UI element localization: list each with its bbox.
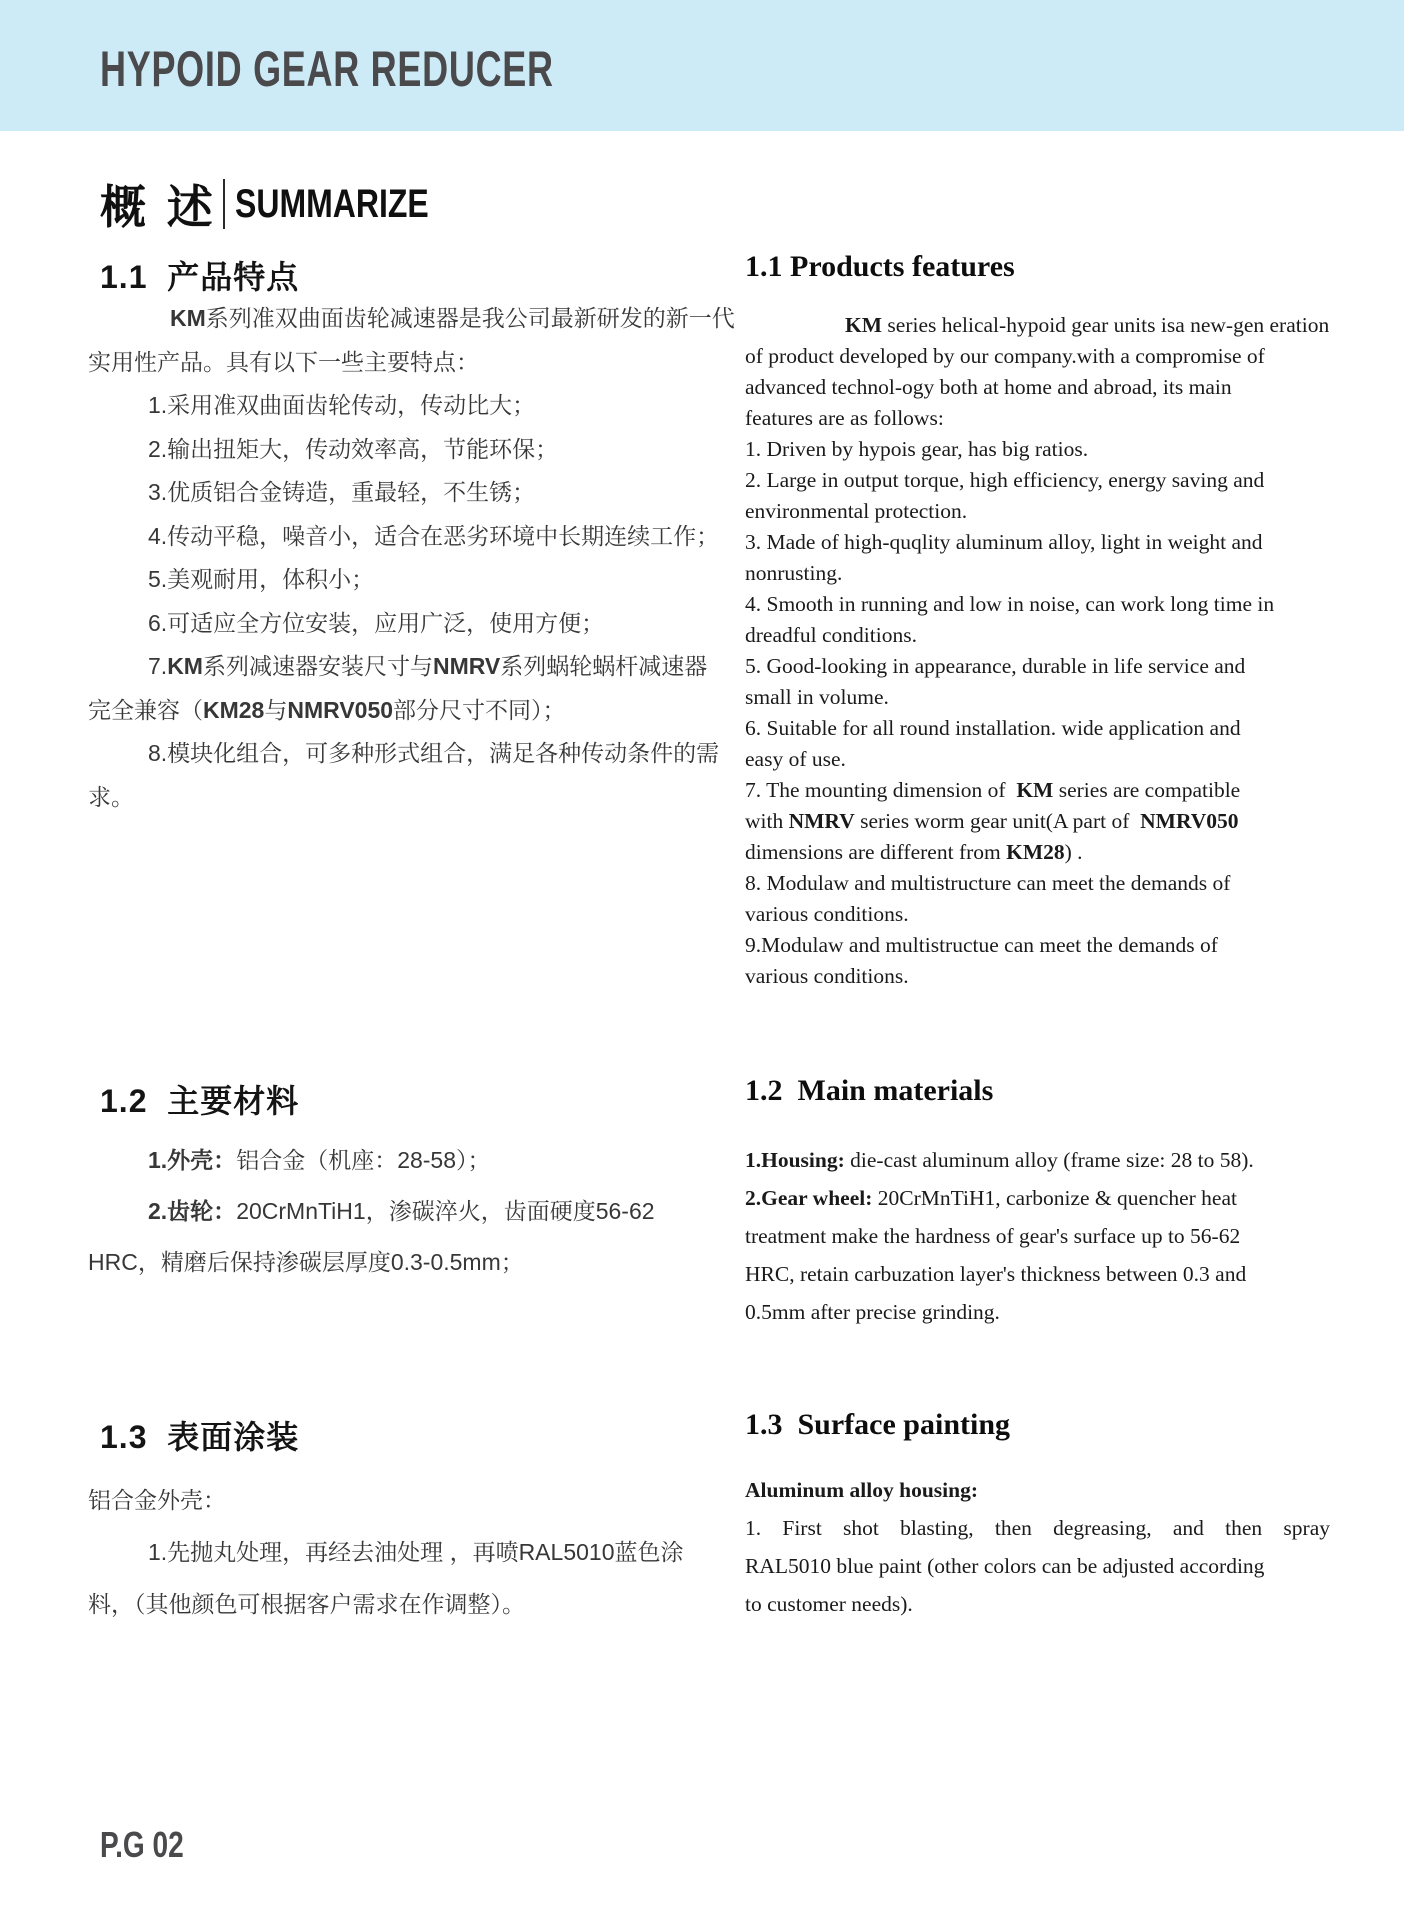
text-line: 1.先抛丸处理，再经去油处理 ，再喷RAL5010蓝色涂 <box>148 1539 684 1565</box>
text-line: 0.5mm after precise grinding. <box>745 1300 1000 1324</box>
text-line: HRC, retain carbuzation layer's thickness between 0.3 and <box>745 1262 1247 1286</box>
bold-run: Aluminum alloy housing: <box>745 1478 978 1502</box>
bold-run: 2.Gear wheel: <box>745 1186 873 1210</box>
text-line: 铝合金外壳： <box>88 1487 226 1513</box>
text-line: 实用性产品。具有以下一些主要特点： <box>88 348 479 375</box>
text-line: environmental protection. <box>745 499 968 523</box>
section-1-2-en-heading: 1.2 Main materials <box>745 1074 994 1107</box>
header-title: HYPOID GEAR REDUCER <box>100 41 554 97</box>
overview-title <box>100 176 477 232</box>
text-line: KM series helical-hypoid gear units isa new-gen eration <box>845 313 1330 337</box>
section-1-2-cn-heading: 1.2 主要材料 <box>100 1083 300 1119</box>
feature-item: 3.优质铝合金铸造，重最轻，不生锈； <box>148 479 536 505</box>
bold-run: 1.Housing: <box>745 1148 845 1172</box>
bold-run: NMRV <box>432 653 501 679</box>
feature-item: 5. Good-looking in appearance, durable in life service and <box>745 654 1246 678</box>
bold-run: 2.齿轮： <box>148 1198 237 1224</box>
bold-run: NMRV050 <box>1140 809 1239 833</box>
bold-run: KM <box>170 305 206 331</box>
text-line: various conditions. <box>745 964 909 988</box>
text-line: dreadful conditions. <box>745 623 917 647</box>
section-1-3-cn-heading: 1.3 表面涂装 <box>100 1419 300 1455</box>
text-line: nonrusting. <box>745 561 843 585</box>
text-line: 1.外壳：铝合金（机座：28-58）； <box>148 1147 491 1173</box>
section-1-3-cn-body <box>88 1474 728 1630</box>
text-line: 2.齿轮：20CrMnTiH1，渗碳淬火，齿面硬度56-62 <box>148 1198 655 1224</box>
feature-item: 8. Modulaw and multistructure can meet the demands of <box>745 871 1231 895</box>
feature-item: 4.传动平稳，噪音小，适合在恶劣环境中长期连续工作； <box>148 522 720 549</box>
text-line: 完全兼容（KM28与NMRV050部分尺寸不同）； <box>88 696 566 723</box>
text-line: various conditions. <box>745 902 909 926</box>
feature-item: 4. Smooth in running and low in noise, can work long time in <box>745 592 1275 616</box>
text-line: features are as follows: <box>745 406 944 430</box>
text-line: of product developed by our company.with a compromise of <box>745 344 1265 368</box>
feature-item: 2.输出扭矩大，传动效率高，节能环保； <box>148 435 559 462</box>
overview-title-en: SUMMARIZE <box>234 181 429 226</box>
text-line: 料，（其他颜色可根据客户需求在作调整）。 <box>88 1591 525 1617</box>
text-line: KM系列准双曲面齿轮减速器是我公司最新研发的新一代 <box>170 305 735 331</box>
section-1-1-cn-heading: 1.1 产品特点 <box>100 259 300 295</box>
feature-item: 3. Made of high-quqlity aluminum alloy, light in weight and <box>745 530 1263 554</box>
bold-run: KM <box>167 653 203 679</box>
feature-item: 8.模块化组合，可多种形式组合，满足各种传动条件的需 <box>148 740 720 766</box>
overview-divider <box>223 179 225 229</box>
text-line: 1. First shot blasting, then degreasing, and then spray <box>745 1516 1330 1540</box>
text-line: advanced technol-ogy both at home and abroad, its main <box>745 375 1232 399</box>
bold-run: KM <box>1016 778 1054 802</box>
feature-item: 7. The mounting dimension of KM series are compatible <box>745 778 1241 802</box>
feature-item: 1. Driven by hypois gear, has big ratios. <box>745 437 1089 461</box>
text-line: treatment make the hardness of gear's surface up to 56-62 <box>745 1224 1241 1248</box>
section-1-1-en-body <box>745 310 1330 992</box>
feature-item: 9.Modulaw and multistructue can meet the demands of <box>745 933 1218 957</box>
bold-run: KM28 <box>203 696 265 723</box>
section-1-3-en-body <box>745 1471 1330 1623</box>
page-number: P.G 02 <box>100 1824 184 1865</box>
bold-run: 1.外壳： <box>148 1147 237 1173</box>
text-line: to customer needs). <box>745 1592 913 1616</box>
text-line: small in volume. <box>745 685 889 709</box>
feature-item: 5.美观耐用，体积小； <box>148 566 375 592</box>
bold-run: KM28 <box>1006 840 1065 864</box>
feature-item: 2. Large in output torque, high efficiency, energy saving and <box>745 468 1265 492</box>
text-line: HRC，精磨后保持渗碳层厚度0.3-0.5mm； <box>88 1249 524 1275</box>
bold-run: NMRV050 <box>287 696 394 723</box>
feature-item: 6.可适应全方位安装，应用广泛，使用方便； <box>148 609 605 636</box>
bold-run: NMRV <box>788 809 855 833</box>
section-1-2-cn-body <box>88 1135 728 1288</box>
feature-item: 7.KM系列减速器安装尺寸与NMRV系列蜗轮蜗杆减速器 <box>148 653 708 679</box>
text-line: easy of use. <box>745 747 846 771</box>
text-line: with NMRV series worm gear unit(A part of NMRV050 <box>745 809 1239 833</box>
section-1-2-en-body <box>745 1141 1330 1331</box>
text-line: dimensions are different from KM28) . <box>745 840 1083 864</box>
text-line: 1.Housing: die-cast aluminum alloy (frame size: 28 to 58). <box>745 1148 1254 1172</box>
text-line: 2.Gear wheel: 20CrMnTiH1, carbonize & quencher heat <box>745 1186 1237 1210</box>
text-line: RAL5010 blue paint (other colors can be adjusted according <box>745 1554 1265 1578</box>
section-1-3-en-heading: 1.3 Surface painting <box>745 1408 1011 1441</box>
feature-item: 1.采用准双曲面齿轮传动，传动比大； <box>148 392 536 418</box>
section-1-1-en-heading: 1.1 Products features <box>745 250 1015 283</box>
overview-title-cn: 概 述 <box>100 181 217 233</box>
bold-run: KM <box>845 313 883 337</box>
header-band <box>0 0 1404 131</box>
text-line: 求。 <box>88 783 134 810</box>
text-line <box>745 1471 1330 1509</box>
feature-item: 6. Suitable for all round installation. wide application and <box>745 716 1241 740</box>
section-1-1-cn-body <box>88 297 735 819</box>
